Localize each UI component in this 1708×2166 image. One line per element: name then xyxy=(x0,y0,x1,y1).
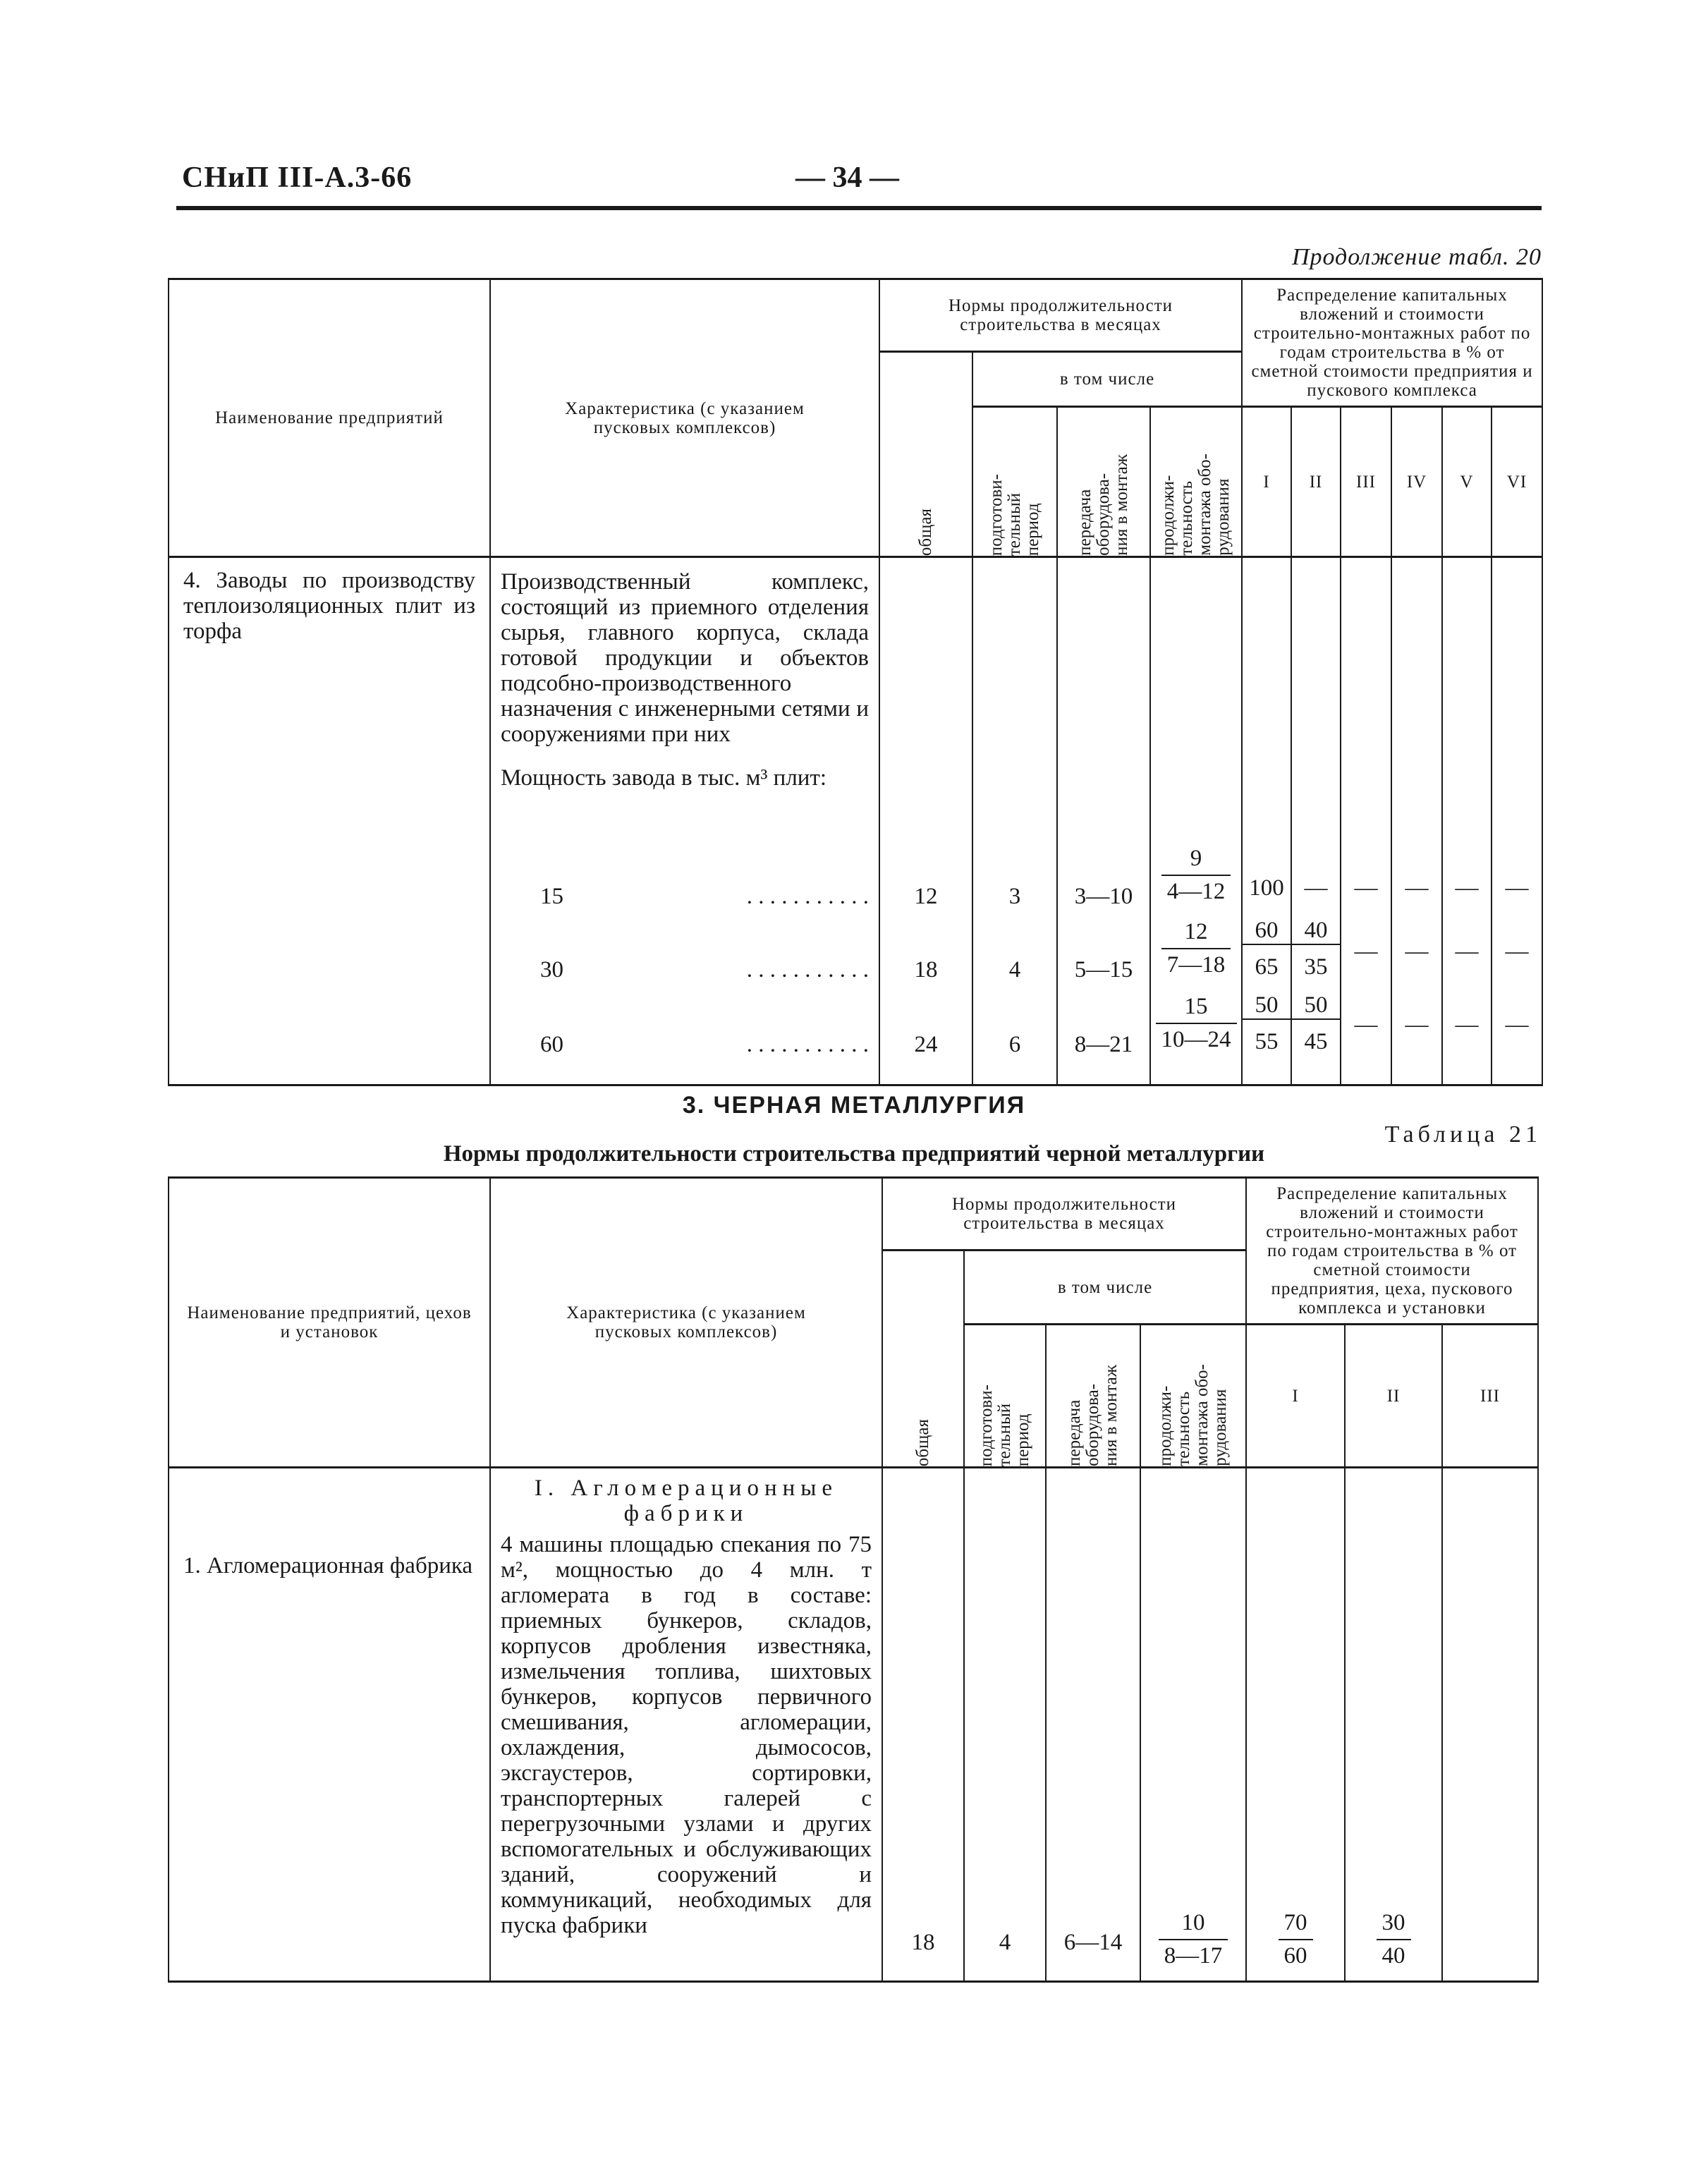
total-duration: 12 18 24 xyxy=(879,557,972,1085)
table-row xyxy=(169,1468,1538,1982)
year-i-values: 100 60 65 50 55 xyxy=(1242,557,1291,1085)
col-distribution: Распределение капитальных вложений и стоимости строительно-монтажных работ по годам строительства в % от сметной стоимости предприятия, цеха, пускового комплекса и установки xyxy=(1246,1178,1538,1325)
col-equipment-transfer: передача оборудова- ния в монтаж xyxy=(1046,1325,1140,1468)
col-including: в том числе xyxy=(964,1251,1246,1325)
col-distribution: Распределение капитальных вложений и стоимости строительно-монтажных работ по годам строительства в % от сметной стоимости предприятия и пускового комплекса xyxy=(1242,279,1542,407)
col-including: в том числе xyxy=(972,352,1242,407)
col-duration-norms: Нормы продолжительности строительства в месяцах xyxy=(882,1178,1246,1251)
capacity-15: 15 . . . . . . . . . . . xyxy=(540,884,869,909)
table-number: Таблица 21 xyxy=(1384,1121,1542,1148)
table-caption: Нормы продолжительности строительства предприятий черной металлургии xyxy=(443,1141,1265,1167)
col-year-ii: II xyxy=(1345,1325,1442,1468)
year-v-values: — — — xyxy=(1442,557,1492,1085)
col-year-i: I xyxy=(1242,407,1291,557)
col-year-iii: III xyxy=(1341,407,1391,557)
total-duration: 18 xyxy=(882,1468,964,1982)
col-year-ii: II xyxy=(1291,407,1341,557)
table-21 xyxy=(168,1176,1539,1983)
col-prep-period: подготови- тельный период xyxy=(972,407,1057,557)
table-row xyxy=(169,557,1542,1085)
year-iv-values: — — — xyxy=(1391,557,1442,1085)
year-i-values: $\frac{70}{60}$ xyxy=(1246,1468,1345,1982)
col-enterprise-name: Наименование предприятий xyxy=(169,279,490,557)
col-year-vi: VI xyxy=(1492,407,1542,557)
table-20 xyxy=(168,278,1543,1086)
year-vi-values: — — — xyxy=(1492,557,1542,1085)
col-year-v: V xyxy=(1442,407,1492,557)
section-title: 3. ЧЕРНАЯ МЕТАЛЛУРГИЯ xyxy=(682,1092,1026,1119)
equipment-transfer: 6—14 xyxy=(1046,1468,1140,1982)
installation-duration: $\frac{9}{4—12}$ $\frac{12}{7—18}$ $\frac{15}{10—24}$ xyxy=(1150,557,1242,1085)
document-code: СНиП III-А.3-66 xyxy=(182,162,413,194)
year-iii-values: — — — xyxy=(1341,557,1391,1085)
col-total: общая xyxy=(882,1251,964,1468)
table-continuation-label: Продолжение табл. 20 xyxy=(1291,244,1542,270)
table-21-header xyxy=(169,1178,1538,1251)
col-installation-duration: продолжи- тельность монтажа обо- рудования xyxy=(1150,407,1242,557)
col-total: общая xyxy=(879,352,972,557)
group-title: I. Агломерационные фабрики xyxy=(534,1476,838,1526)
capacity-30: 30 . . . . . . . . . . . xyxy=(540,957,869,982)
capacity-60: 60 . . . . . . . . . . . xyxy=(540,1032,869,1057)
table-20-header xyxy=(169,279,1542,352)
col-prep-period: подготови- тельный период xyxy=(964,1325,1046,1468)
header-rule xyxy=(176,206,1542,210)
equipment-transfer: 3—10 5—15 8—21 xyxy=(1057,557,1150,1085)
col-year-iv: IV xyxy=(1391,407,1442,557)
col-characteristics: Характеристика (с указанием пусковых комплексов) xyxy=(490,1178,882,1468)
col-year-iii: III xyxy=(1442,1325,1538,1468)
col-year-i: I xyxy=(1246,1325,1345,1468)
characteristics: I. Агломерационные фабрики 4 машины площадью спекания по 75 м², мощностью до 4 млн. т агломерата в год в составе: приемных бункеров, складов, корпусов дробления известняка, измельчения топлива, шихтовых бункеров, корпусов первичного смешивания, агломерации, охлаждения, дымососов, эксгаустеров, сортировки, транспортерных галерей с перегрузочными узлами и других вспомогательных и обслуживающих зданий, сооружений и коммуникаций, необходимых для пуска фабрики xyxy=(490,1468,882,1982)
year-ii-values: $\frac{30}{40}$ xyxy=(1345,1468,1442,1982)
col-characteristics: Характеристика (с указанием пусковых комплексов) xyxy=(490,279,879,557)
year-iii-values xyxy=(1442,1468,1538,1982)
prep-period: 4 xyxy=(964,1468,1046,1982)
enterprise-name: 1. Агломерационная фабрика xyxy=(169,1468,490,1982)
col-installation-duration: продолжи- тельность монтажа обо- рудования xyxy=(1140,1325,1246,1468)
year-ii-values: — 40 35 50 45 xyxy=(1291,557,1341,1085)
col-duration-norms: Нормы продолжительности строительства в месяцах xyxy=(879,279,1242,352)
col-enterprise-name: Наименование предприятий, цехов и установок xyxy=(169,1178,490,1468)
prep-period: 3 4 6 xyxy=(972,557,1057,1085)
characteristics: Производственный комплекс, состоящий из приемного отделения сырья, главного корпуса, склада готовой продукции и объектов подсобно-производственного назначения с инженерными сетями и сооружениями при них Мощность завода в тыс. м³ плит: 15 . . . . . . . . . . . 30 . . . . . . . . . . . 60 . . . . . . . . . . . xyxy=(490,557,879,1085)
installation-duration: $\frac{10}{8—17}$ xyxy=(1140,1468,1246,1982)
col-equipment-transfer: передача оборудова- ния в монтаж xyxy=(1057,407,1150,557)
enterprise-name: 4. Заводы по производству теплоизоляционных плит из торфа xyxy=(169,557,490,1085)
page-number: — 34 — xyxy=(795,162,899,194)
